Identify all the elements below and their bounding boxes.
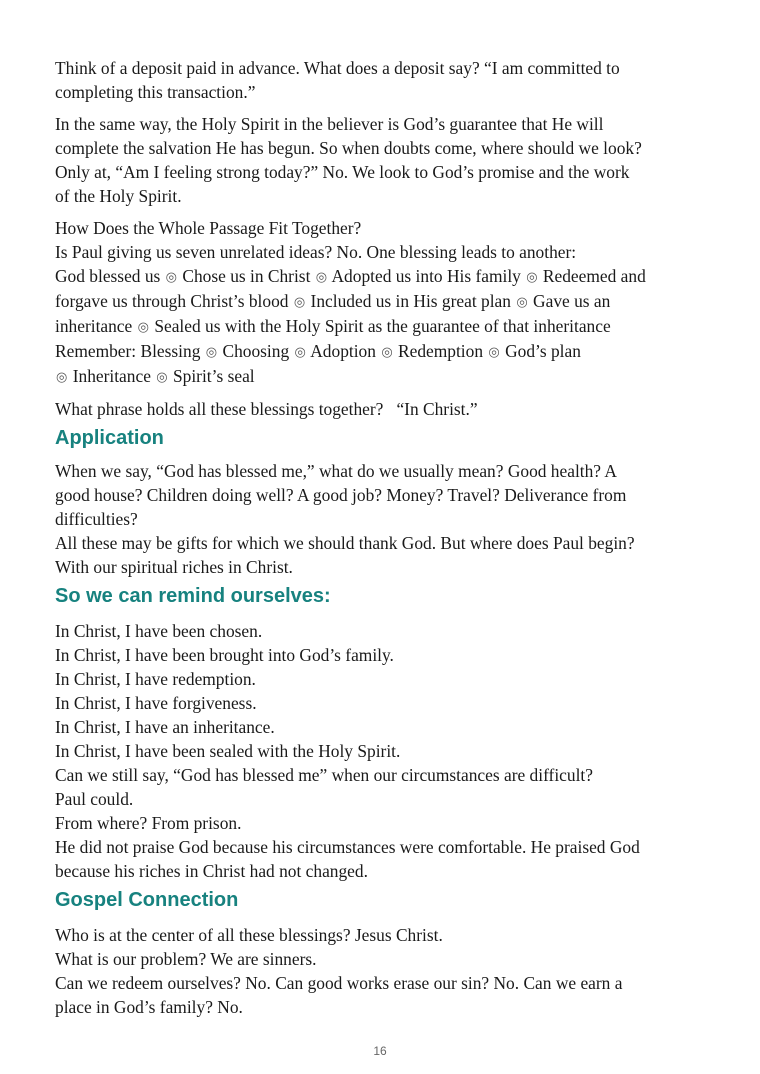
passage-paragraph: How Does the Whole Passage Fit Together? Is Paul giving us seven unrelated ideas? No. One blessing leads to another: God blessed us ◎ Chose us in Christ ◎ Adopted us into His family ◎ Redeemed and forgave us through Christ’s blood ◎ Included us in His great plan ◎ Gave us an inheritance ◎ Sealed us with the Holy Spirit as the guarantee of that inheritance Remember: Blessing ◎ Choosing ◎ Adoption ◎ Redemption ◎ God’s plan ◎ Inheritance ◎ Spirit’s seal <box>55 218 646 386</box>
swirl-icon: ◎ <box>526 269 538 284</box>
swirl-icon: ◎ <box>156 369 168 384</box>
in-christ-question: What phrase holds all these blessings together? “In Christ.” <box>55 399 478 419</box>
application-heading: Application <box>55 427 164 449</box>
passage-question: How Does the Whole Passage Fit Together? <box>55 218 362 238</box>
swirl-icon: ◎ <box>205 344 218 359</box>
remind-paragraph: In Christ, I have been chosen. In Christ, I have been brought into God’s family. In Christ, I have redemption. In Christ, I have forgiveness. In Christ, I have an inheritance. In Christ, I have been sealed with the Holy Spirit. Can we still say, “God has blessed me” when our circumstances are difficult? Paul could. From where? From prison. He did not praise God because his circumstances were comfortable. He praised God because his riches in Christ had not changed. <box>55 621 640 881</box>
swirl-icon: ◎ <box>315 269 328 284</box>
swirl-icon: ◎ <box>488 344 500 359</box>
swirl-icon: ◎ <box>294 344 306 359</box>
swirl-icon: ◎ <box>137 319 149 334</box>
page-body <box>55 56 725 1019</box>
swirl-icon: ◎ <box>381 344 393 359</box>
application-paragraph: When we say, “God has blessed me,” what do we usually mean? Good health? A good house? Children doing well? A good job? Money? Travel? Deliverance from difficulties? All these may be gifts for which we should thank God. But where does Paul begin? With our spiritual riches in Christ. <box>55 461 635 577</box>
page-number: 16 <box>373 1044 387 1058</box>
gospel-heading: Gospel Connection <box>55 889 239 911</box>
swirl-icon: ◎ <box>293 294 306 309</box>
swirl-icon: ◎ <box>516 294 528 309</box>
swirl-icon: ◎ <box>56 369 68 384</box>
deposit-paragraph: Think of a deposit paid in advance. What does a deposit say? “I am committed to completing this transaction.” <box>55 58 620 102</box>
guarantee-paragraph: In the same way, the Holy Spirit in the believer is God’s guarantee that He will complete the salvation He has begun. So when doubts come, where should we look? Only at, “Am I feeling strong today?” No. We look to God’s promise and the work of the Holy Spirit. <box>55 114 642 206</box>
swirl-icon: ◎ <box>165 269 178 284</box>
gospel-paragraph: Who is at the center of all these blessings? Jesus Christ. What is our problem? We are sinners. Can we redeem ourselves? No. Can good works erase our sin? No. Can we earn a place in God’s family? No. <box>55 925 623 1017</box>
remind-heading: So we can remind ourselves: <box>55 585 331 607</box>
